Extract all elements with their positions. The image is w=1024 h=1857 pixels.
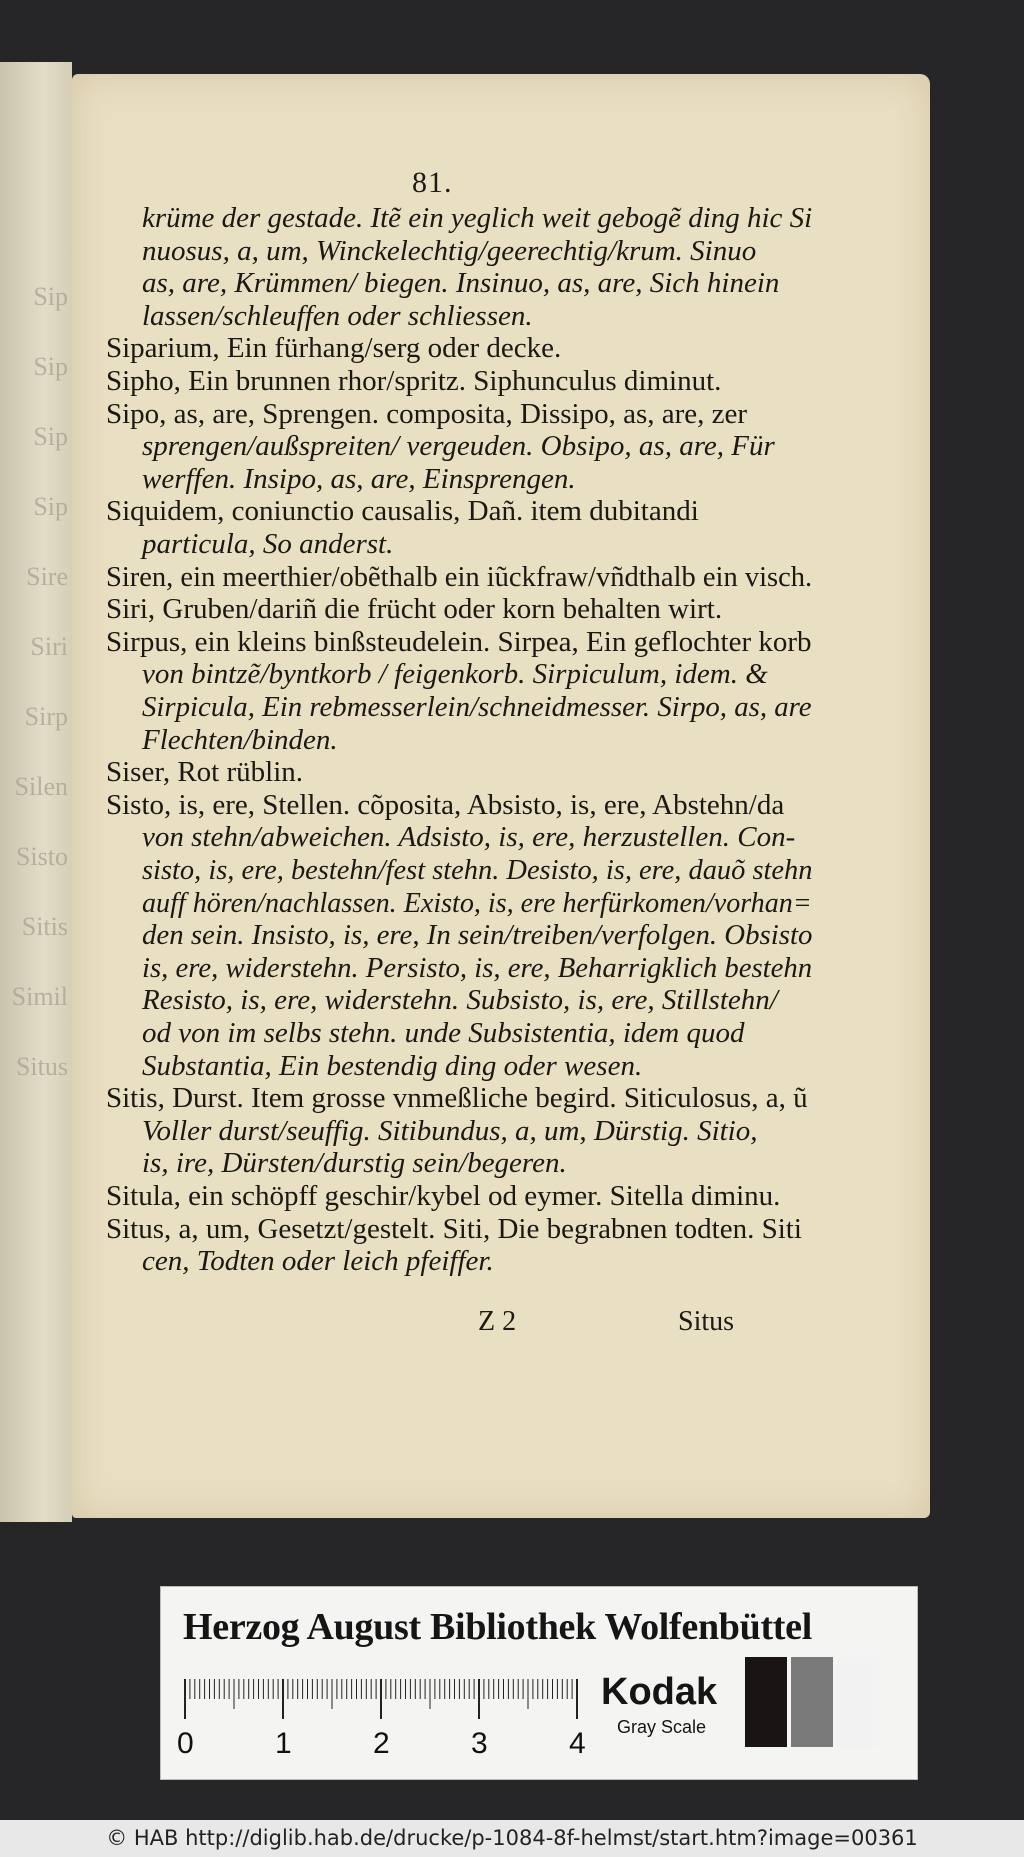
- ghost-text: Sirp: [24, 702, 68, 731]
- ghost-text: Sitis: [21, 912, 68, 941]
- ruler-label: 3: [471, 1727, 488, 1760]
- dictionary-entry-line: Siquidem, coniunctio causalis, Dañ. item dubitandi: [106, 495, 699, 528]
- continuation-line: as, are, Krümmen/ biegen. Insinuo, as, are, Sich hinein: [142, 267, 780, 300]
- continuation-line: Resisto, is, ere, widerstehn. Subsisto, is, ere, Stillstehn/: [142, 984, 778, 1017]
- ghost-text: Sisto: [15, 842, 68, 871]
- continuation-line: von bintzẽ/byntkorb / feigenkorb. Sirpiculum, idem. &: [142, 658, 768, 691]
- dictionary-entry-line: Sirpus, ein kleins binßsteudelein. Sirpea, Ein geflochter korb: [106, 625, 812, 658]
- continuation-line: Sirpicula, Ein rebmesserlein/schneidmesser. Sirpo, as, are: [142, 691, 812, 723]
- gray-swatch: [745, 1657, 787, 1747]
- continuation-line: cen, Todten oder leich pfeiffer.: [142, 1245, 494, 1278]
- continuation-line: sisto, is, ere, bestehn/fest stehn. Desisto, is, ere, dauõ stehn: [142, 854, 813, 886]
- continuation-line: werffen. Insipo, as, are, Einsprengen.: [142, 462, 576, 495]
- continuation-line: krüme der gestade. Itẽ ein yeglich weit gebogẽ ding hic Si: [142, 202, 813, 234]
- ghost-text: Sire: [26, 562, 68, 591]
- gray-swatch: [791, 1657, 833, 1747]
- dictionary-entry-line: Situla, ein schöpff geschir/kybel od eymer. Sitella diminu.: [106, 1180, 781, 1212]
- continuation-line: nuosus, a, um, Winckelechtig/geerechtig/krum. Sinuo: [142, 234, 757, 267]
- continuation-line: lassen/schleuffen oder schliessen.: [142, 299, 533, 332]
- catchword: Situs: [678, 1306, 735, 1337]
- dictionary-entry-line: Sipo, as, are, Sprengen. composita, Dissipo, as, are, zer: [106, 397, 748, 430]
- continuation-line: particula, So anderst.: [142, 528, 394, 560]
- copyright-footer: © HAB http://diglib.hab.de/drucke/p-1084-8f-helmst/start.htm?image=00361: [0, 1820, 1024, 1857]
- color-target-card: [160, 1586, 918, 1780]
- library-name: Herzog August Bibliothek Wolfenbüttel: [183, 1606, 812, 1648]
- continuation-line: Flechten/binden.: [142, 723, 338, 756]
- continuation-line: auff hören/nachlassen. Existo, is, ere herfürkomen/vorhan=: [142, 886, 812, 919]
- kodak-logo: Kodak: [601, 1671, 718, 1713]
- ruler-label: 2: [373, 1727, 390, 1760]
- previous-page-edge: [0, 62, 72, 1522]
- ruler-label: 0: [177, 1727, 194, 1760]
- dictionary-entry-line: Siri, Gruben/dariñ die frücht oder korn behalten wirt.: [106, 593, 723, 626]
- ghost-text: Situs: [15, 1052, 68, 1081]
- book-page: [72, 74, 930, 1518]
- signature-mark: Z 2: [478, 1306, 517, 1337]
- dictionary-entry-line: Sisto, is, ere, Stellen. cõposita, Absisto, is, ere, Abstehn/da: [106, 788, 785, 821]
- folio-number: 81.: [412, 166, 453, 199]
- ghost-text: Sip: [33, 352, 68, 381]
- continuation-line: is, ire, Dürsten/durstig sein/begeren.: [142, 1147, 567, 1180]
- dictionary-entry-line: Siser, Rot rüblin.: [106, 756, 304, 789]
- gray-scale-label: Gray Scale: [617, 1717, 707, 1737]
- ruler-label: 1: [275, 1727, 292, 1760]
- dictionary-entry-line: Sitis, Durst. Item grosse vnmeßliche begird. Siticulosus, a, ũ: [106, 1082, 808, 1115]
- continuation-line: Substantia, Ein bestendig ding oder wesen.: [142, 1049, 643, 1082]
- dictionary-entry-line: Siren, ein meerthier/obẽthalb ein iũckfraw/vñdthalb ein visch.: [106, 560, 813, 593]
- continuation-line: is, ere, widerstehn. Persisto, is, ere, Beharrigklich bestehn: [142, 951, 813, 984]
- ruler-scale: [183, 1679, 583, 1719]
- dictionary-entry-line: Situs, a, um, Gesetzt/gestelt. Siti, Die begrabnen todten. Siti: [106, 1212, 802, 1245]
- ghost-text: Silen: [14, 772, 68, 801]
- dictionary-entry-line: Sipho, Ein brunnen rhor/spritz. Siphunculus diminut.: [106, 365, 722, 397]
- continuation-line: von stehn/abweichen. Adsisto, is, ere, herzustellen. Con-: [142, 821, 796, 854]
- dictionary-entry-line: Siparium, Ein fürhang/serg oder decke.: [106, 332, 562, 365]
- ghost-text: Siri: [30, 632, 68, 661]
- continuation-line: sprengen/außspreiten/ vergeuden. Obsipo, as, are, Für: [142, 430, 775, 463]
- continuation-line: od von im selbs stehn. unde Subsistentia, idem quod: [142, 1017, 745, 1049]
- ghost-text: Sip: [33, 422, 68, 451]
- continuation-line: den sein. Insisto, is, ere, In sein/treiben/verfolgen. Obsisto: [142, 919, 813, 952]
- ruler-label: 4: [569, 1727, 586, 1760]
- ghost-text: Sip: [33, 282, 68, 311]
- ghost-text: Sip: [33, 492, 68, 521]
- ghost-text: Simil: [11, 982, 68, 1011]
- continuation-line: Voller durst/seuffig. Sitibundus, a, um, Dürstig. Sitio,: [142, 1114, 758, 1147]
- gray-swatch: [837, 1657, 879, 1747]
